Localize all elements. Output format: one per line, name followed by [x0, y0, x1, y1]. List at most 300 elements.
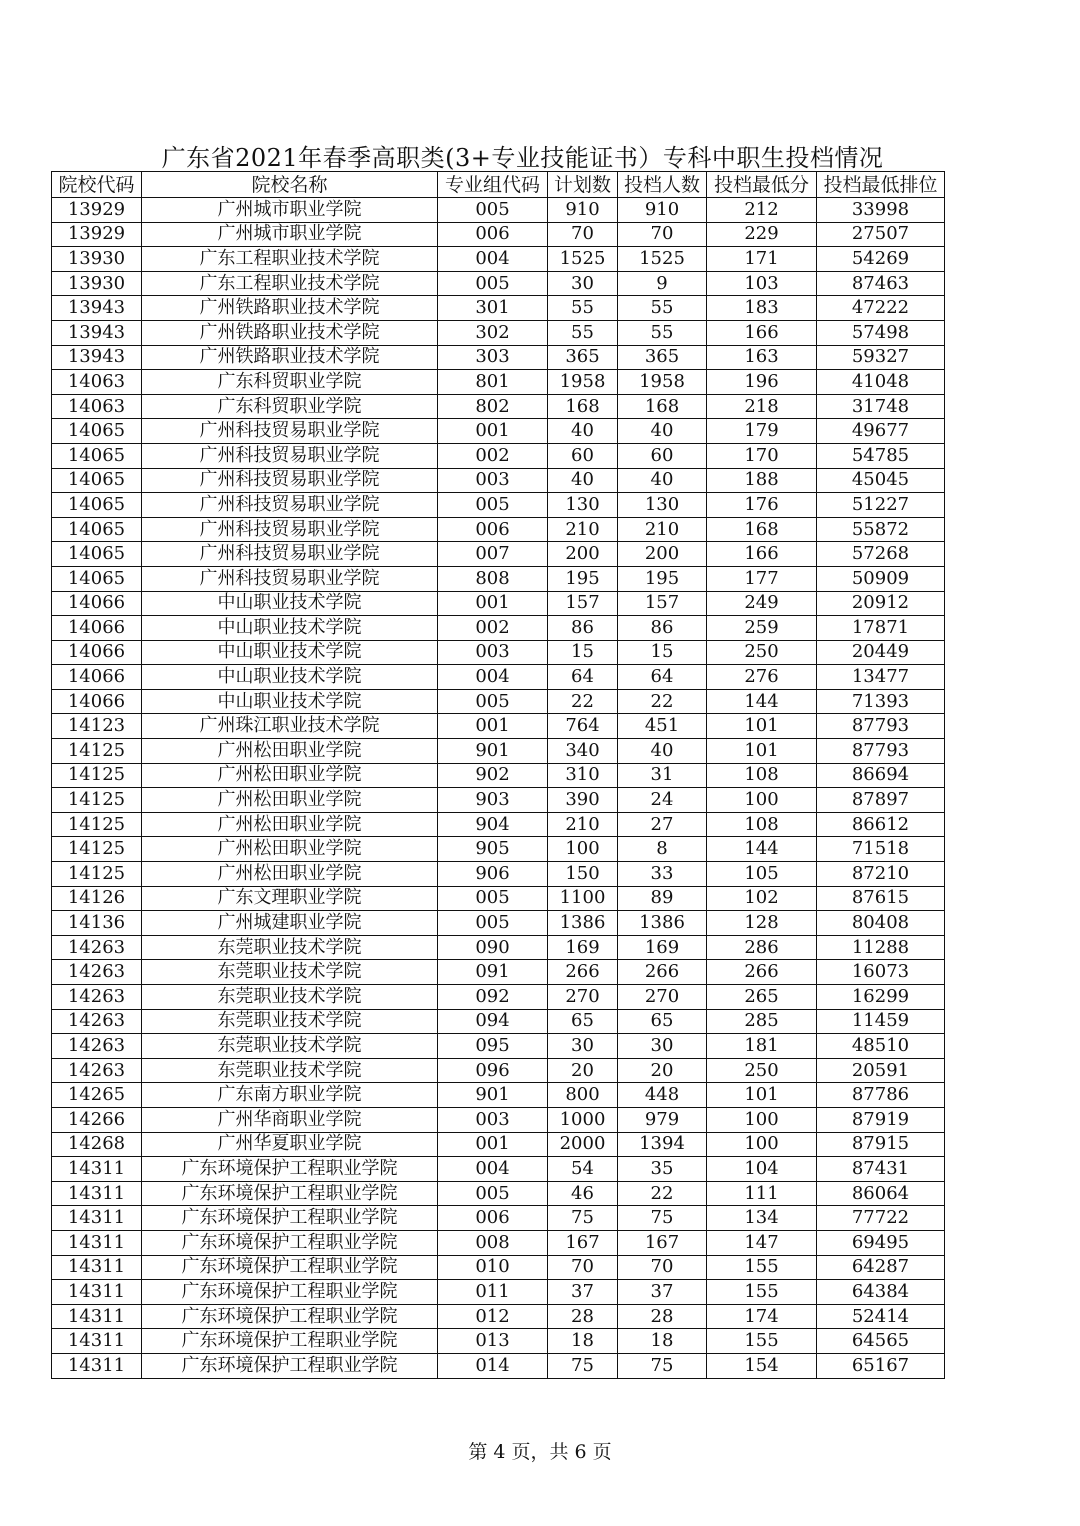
table-row [52, 419, 945, 444]
min-score-cell: 166 [707, 542, 817, 567]
min-score-cell: 134 [707, 1206, 817, 1231]
min-score-cell: 171 [707, 247, 817, 272]
school-name-cell: 广州科技贸易职业学院 [142, 517, 438, 542]
plan-count-cell: 30 [548, 271, 618, 296]
min-score-cell: 176 [707, 493, 817, 518]
plan-count-cell: 20 [548, 1058, 618, 1083]
school-code-cell: 14311 [52, 1181, 142, 1206]
min-score-cell: 179 [707, 419, 817, 444]
min-rank-cell: 27507 [817, 222, 945, 247]
table-row [52, 886, 945, 911]
school-name-cell: 广东环境保护工程职业学院 [142, 1230, 438, 1255]
min-rank-cell: 86694 [817, 763, 945, 788]
min-score-cell: 249 [707, 591, 817, 616]
plan-count-cell: 54 [548, 1157, 618, 1182]
min-score-cell: 155 [707, 1329, 817, 1354]
table-row [52, 1107, 945, 1132]
group-code-cell: 095 [438, 1034, 548, 1059]
admitted-count-cell: 22 [618, 1181, 707, 1206]
plan-count-cell: 390 [548, 788, 618, 813]
min-score-cell: 154 [707, 1353, 817, 1378]
table-row [52, 222, 945, 247]
school-code-cell: 14065 [52, 566, 142, 591]
group-code-cell: 001 [438, 419, 548, 444]
min-rank-cell: 57498 [817, 320, 945, 345]
group-code-cell: 001 [438, 591, 548, 616]
min-rank-cell: 87793 [817, 714, 945, 739]
min-rank-cell: 65167 [817, 1353, 945, 1378]
plan-count-cell: 86 [548, 616, 618, 641]
table-row [52, 296, 945, 321]
school-name-cell: 广州科技贸易职业学院 [142, 468, 438, 493]
table-row [52, 837, 945, 862]
school-name-cell: 广东环境保护工程职业学院 [142, 1280, 438, 1305]
school-code-cell: 13930 [52, 247, 142, 272]
group-code-cell: 004 [438, 247, 548, 272]
min-score-cell: 174 [707, 1304, 817, 1329]
admitted-count-cell: 70 [618, 1255, 707, 1280]
school-name-cell: 广州铁路职业技术学院 [142, 320, 438, 345]
group-code-cell: 007 [438, 542, 548, 567]
table-body [52, 198, 945, 1379]
school-name-cell: 东莞职业技术学院 [142, 1009, 438, 1034]
school-code-cell: 14311 [52, 1353, 142, 1378]
min-rank-cell: 16073 [817, 960, 945, 985]
group-code-cell: 303 [438, 345, 548, 370]
min-score-cell: 218 [707, 394, 817, 419]
min-score-cell: 170 [707, 443, 817, 468]
school-code-cell: 14311 [52, 1255, 142, 1280]
group-code-cell: 006 [438, 1206, 548, 1231]
min-score-cell: 177 [707, 566, 817, 591]
admitted-count-cell: 1394 [618, 1132, 707, 1157]
table-row [52, 763, 945, 788]
min-score-cell: 100 [707, 1132, 817, 1157]
school-code-cell: 14065 [52, 419, 142, 444]
plan-count-cell: 55 [548, 320, 618, 345]
plan-count-cell: 40 [548, 468, 618, 493]
school-code-cell: 13929 [52, 198, 142, 223]
admitted-count-cell: 60 [618, 443, 707, 468]
column-header-min-score: 投档最低分 [707, 172, 817, 198]
table-row [52, 517, 945, 542]
admitted-count-cell: 448 [618, 1083, 707, 1108]
school-name-cell: 中山职业技术学院 [142, 616, 438, 641]
plan-count-cell: 157 [548, 591, 618, 616]
school-name-cell: 广东环境保护工程职业学院 [142, 1157, 438, 1182]
school-name-cell: 广州松田职业学院 [142, 837, 438, 862]
min-rank-cell: 80408 [817, 911, 945, 936]
min-rank-cell: 48510 [817, 1034, 945, 1059]
table-row [52, 1353, 945, 1378]
plan-count-cell: 37 [548, 1280, 618, 1305]
min-score-cell: 286 [707, 935, 817, 960]
min-rank-cell: 47222 [817, 296, 945, 321]
group-code-cell: 001 [438, 1132, 548, 1157]
school-name-cell: 广东环境保护工程职业学院 [142, 1353, 438, 1378]
column-header-min-rank: 投档最低排位 [817, 172, 945, 198]
min-score-cell: 100 [707, 788, 817, 813]
table-row [52, 566, 945, 591]
min-rank-cell: 77722 [817, 1206, 945, 1231]
group-code-cell: 008 [438, 1230, 548, 1255]
min-rank-cell: 87793 [817, 739, 945, 764]
admitted-count-cell: 169 [618, 935, 707, 960]
plan-count-cell: 75 [548, 1206, 618, 1231]
min-rank-cell: 71518 [817, 837, 945, 862]
min-score-cell: 102 [707, 886, 817, 911]
school-name-cell: 东莞职业技术学院 [142, 1034, 438, 1059]
school-name-cell: 广州科技贸易职业学院 [142, 419, 438, 444]
admitted-count-cell: 195 [618, 566, 707, 591]
min-rank-cell: 69495 [817, 1230, 945, 1255]
min-rank-cell: 17871 [817, 616, 945, 641]
min-score-cell: 101 [707, 714, 817, 739]
group-code-cell: 901 [438, 1083, 548, 1108]
school-name-cell: 广州科技贸易职业学院 [142, 566, 438, 591]
school-code-cell: 14311 [52, 1157, 142, 1182]
group-code-cell: 003 [438, 640, 548, 665]
school-name-cell: 广州城市职业学院 [142, 222, 438, 247]
group-code-cell: 003 [438, 468, 548, 493]
admitted-count-cell: 266 [618, 960, 707, 985]
admitted-count-cell: 75 [618, 1206, 707, 1231]
school-code-cell: 14311 [52, 1230, 142, 1255]
plan-count-cell: 28 [548, 1304, 618, 1329]
plan-count-cell: 764 [548, 714, 618, 739]
min-rank-cell: 45045 [817, 468, 945, 493]
table-row [52, 1034, 945, 1059]
plan-count-cell: 18 [548, 1329, 618, 1354]
min-rank-cell: 13477 [817, 665, 945, 690]
plan-count-cell: 40 [548, 419, 618, 444]
min-score-cell: 276 [707, 665, 817, 690]
group-code-cell: 091 [438, 960, 548, 985]
group-code-cell: 808 [438, 566, 548, 591]
group-code-cell: 010 [438, 1255, 548, 1280]
table-row [52, 198, 945, 223]
min-rank-cell: 54785 [817, 443, 945, 468]
plan-count-cell: 22 [548, 689, 618, 714]
table-header-row [52, 172, 945, 198]
table-row [52, 542, 945, 567]
plan-count-cell: 340 [548, 739, 618, 764]
school-code-cell: 14065 [52, 468, 142, 493]
plan-count-cell: 64 [548, 665, 618, 690]
page-footer: 第 4 页，共 6 页 [468, 1441, 612, 1463]
school-code-cell: 14263 [52, 960, 142, 985]
column-header-school-code: 院校代码 [52, 172, 142, 198]
table-row [52, 1329, 945, 1354]
min-rank-cell: 11288 [817, 935, 945, 960]
page-title: 广东省2021年春季高职类(3+专业技能证书）专科中职生投档情况 [161, 144, 884, 172]
admitted-count-cell: 30 [618, 1034, 707, 1059]
group-code-cell: 003 [438, 1107, 548, 1132]
school-name-cell: 广东科贸职业学院 [142, 370, 438, 395]
plan-count-cell: 1100 [548, 886, 618, 911]
table-row [52, 468, 945, 493]
school-name-cell: 广州松田职业学院 [142, 763, 438, 788]
school-name-cell: 广州铁路职业技术学院 [142, 345, 438, 370]
min-rank-cell: 87919 [817, 1107, 945, 1132]
group-code-cell: 005 [438, 689, 548, 714]
admitted-count-cell: 9 [618, 271, 707, 296]
min-rank-cell: 86064 [817, 1181, 945, 1206]
admitted-count-cell: 200 [618, 542, 707, 567]
school-code-cell: 14126 [52, 886, 142, 911]
group-code-cell: 006 [438, 517, 548, 542]
plan-count-cell: 210 [548, 517, 618, 542]
min-score-cell: 144 [707, 837, 817, 862]
min-score-cell: 166 [707, 320, 817, 345]
table-row [52, 1157, 945, 1182]
admitted-count-cell: 15 [618, 640, 707, 665]
table-row [52, 812, 945, 837]
school-code-cell: 14125 [52, 763, 142, 788]
plan-count-cell: 70 [548, 222, 618, 247]
plan-count-cell: 1958 [548, 370, 618, 395]
min-score-cell: 155 [707, 1280, 817, 1305]
school-code-cell: 13930 [52, 271, 142, 296]
school-name-cell: 广州松田职业学院 [142, 812, 438, 837]
table-row [52, 788, 945, 813]
school-name-cell: 中山职业技术学院 [142, 665, 438, 690]
school-name-cell: 广东工程职业技术学院 [142, 247, 438, 272]
school-code-cell: 14263 [52, 935, 142, 960]
plan-count-cell: 910 [548, 198, 618, 223]
school-code-cell: 13929 [52, 222, 142, 247]
school-name-cell: 广东环境保护工程职业学院 [142, 1304, 438, 1329]
group-code-cell: 906 [438, 862, 548, 887]
admitted-count-cell: 33 [618, 862, 707, 887]
plan-count-cell: 30 [548, 1034, 618, 1059]
school-name-cell: 广州科技贸易职业学院 [142, 443, 438, 468]
table-row [52, 1255, 945, 1280]
school-name-cell: 广州华商职业学院 [142, 1107, 438, 1132]
plan-count-cell: 195 [548, 566, 618, 591]
school-code-cell: 14311 [52, 1329, 142, 1354]
min-rank-cell: 11459 [817, 1009, 945, 1034]
admitted-count-cell: 35 [618, 1157, 707, 1182]
group-code-cell: 001 [438, 714, 548, 739]
group-code-cell: 096 [438, 1058, 548, 1083]
school-name-cell: 中山职业技术学院 [142, 640, 438, 665]
min-rank-cell: 64565 [817, 1329, 945, 1354]
table-row [52, 345, 945, 370]
school-name-cell: 东莞职业技术学院 [142, 1058, 438, 1083]
admitted-count-cell: 1386 [618, 911, 707, 936]
table-row [52, 960, 945, 985]
admitted-count-cell: 27 [618, 812, 707, 837]
admitted-count-cell: 40 [618, 419, 707, 444]
min-rank-cell: 57268 [817, 542, 945, 567]
group-code-cell: 090 [438, 935, 548, 960]
min-rank-cell: 54269 [817, 247, 945, 272]
group-code-cell: 005 [438, 1181, 548, 1206]
min-rank-cell: 33998 [817, 198, 945, 223]
plan-count-cell: 75 [548, 1353, 618, 1378]
school-code-cell: 14125 [52, 812, 142, 837]
min-score-cell: 212 [707, 198, 817, 223]
admitted-count-cell: 86 [618, 616, 707, 641]
min-score-cell: 108 [707, 763, 817, 788]
min-score-cell: 100 [707, 1107, 817, 1132]
group-code-cell: 005 [438, 493, 548, 518]
min-rank-cell: 20449 [817, 640, 945, 665]
school-code-cell: 14263 [52, 1009, 142, 1034]
table-row [52, 1009, 945, 1034]
admitted-count-cell: 89 [618, 886, 707, 911]
min-score-cell: 104 [707, 1157, 817, 1182]
table-row [52, 911, 945, 936]
group-code-cell: 801 [438, 370, 548, 395]
group-code-cell: 301 [438, 296, 548, 321]
table-row [52, 862, 945, 887]
table-row [52, 443, 945, 468]
school-code-cell: 14265 [52, 1083, 142, 1108]
school-name-cell: 广东文理职业学院 [142, 886, 438, 911]
min-score-cell: 163 [707, 345, 817, 370]
plan-count-cell: 270 [548, 985, 618, 1010]
admitted-count-cell: 22 [618, 689, 707, 714]
school-name-cell: 广东科贸职业学院 [142, 394, 438, 419]
admitted-count-cell: 31 [618, 763, 707, 788]
school-name-cell: 广州松田职业学院 [142, 862, 438, 887]
plan-count-cell: 169 [548, 935, 618, 960]
column-header-admitted-count: 投档人数 [618, 172, 707, 198]
plan-count-cell: 65 [548, 1009, 618, 1034]
min-score-cell: 108 [707, 812, 817, 837]
school-code-cell: 14066 [52, 640, 142, 665]
table-row [52, 640, 945, 665]
school-code-cell: 14063 [52, 394, 142, 419]
school-code-cell: 14123 [52, 714, 142, 739]
school-name-cell: 广州城建职业学院 [142, 911, 438, 936]
school-name-cell: 广东工程职业技术学院 [142, 271, 438, 296]
school-name-cell: 广东环境保护工程职业学院 [142, 1329, 438, 1354]
min-rank-cell: 87463 [817, 271, 945, 296]
min-rank-cell: 87897 [817, 788, 945, 813]
admitted-count-cell: 40 [618, 468, 707, 493]
min-score-cell: 105 [707, 862, 817, 887]
min-score-cell: 155 [707, 1255, 817, 1280]
admitted-count-cell: 64 [618, 665, 707, 690]
school-code-cell: 13943 [52, 345, 142, 370]
admitted-count-cell: 210 [618, 517, 707, 542]
school-code-cell: 13943 [52, 320, 142, 345]
plan-count-cell: 200 [548, 542, 618, 567]
table-row [52, 665, 945, 690]
min-score-cell: 101 [707, 1083, 817, 1108]
table-row [52, 689, 945, 714]
min-rank-cell: 50909 [817, 566, 945, 591]
school-code-cell: 14311 [52, 1206, 142, 1231]
min-rank-cell: 51227 [817, 493, 945, 518]
plan-count-cell: 55 [548, 296, 618, 321]
school-code-cell: 14263 [52, 1034, 142, 1059]
min-rank-cell: 20591 [817, 1058, 945, 1083]
admitted-count-cell: 910 [618, 198, 707, 223]
table-row [52, 394, 945, 419]
admitted-count-cell: 55 [618, 320, 707, 345]
plan-count-cell: 167 [548, 1230, 618, 1255]
admitted-count-cell: 1958 [618, 370, 707, 395]
min-rank-cell: 52414 [817, 1304, 945, 1329]
admitted-count-cell: 365 [618, 345, 707, 370]
school-code-cell: 14066 [52, 665, 142, 690]
min-rank-cell: 55872 [817, 517, 945, 542]
admitted-count-cell: 1525 [618, 247, 707, 272]
min-score-cell: 188 [707, 468, 817, 493]
school-code-cell: 14065 [52, 443, 142, 468]
min-score-cell: 147 [707, 1230, 817, 1255]
school-code-cell: 14268 [52, 1132, 142, 1157]
admitted-count-cell: 28 [618, 1304, 707, 1329]
group-code-cell: 014 [438, 1353, 548, 1378]
admitted-count-cell: 24 [618, 788, 707, 813]
min-rank-cell: 59327 [817, 345, 945, 370]
admitted-count-cell: 65 [618, 1009, 707, 1034]
table-row [52, 1181, 945, 1206]
group-code-cell: 094 [438, 1009, 548, 1034]
table-row [52, 616, 945, 641]
table-row [52, 714, 945, 739]
admitted-count-cell: 37 [618, 1280, 707, 1305]
column-header-plan-count: 计划数 [548, 172, 618, 198]
plan-count-cell: 1386 [548, 911, 618, 936]
admitted-count-cell: 270 [618, 985, 707, 1010]
group-code-cell: 005 [438, 198, 548, 223]
min-score-cell: 144 [707, 689, 817, 714]
group-code-cell: 005 [438, 886, 548, 911]
plan-count-cell: 15 [548, 640, 618, 665]
admitted-count-cell: 18 [618, 1329, 707, 1354]
group-code-cell: 005 [438, 911, 548, 936]
school-code-cell: 14066 [52, 591, 142, 616]
admitted-count-cell: 451 [618, 714, 707, 739]
plan-count-cell: 100 [548, 837, 618, 862]
school-code-cell: 14125 [52, 739, 142, 764]
plan-count-cell: 60 [548, 443, 618, 468]
school-code-cell: 14063 [52, 370, 142, 395]
admitted-count-cell: 75 [618, 1353, 707, 1378]
school-code-cell: 14125 [52, 837, 142, 862]
plan-count-cell: 210 [548, 812, 618, 837]
min-rank-cell: 87915 [817, 1132, 945, 1157]
min-rank-cell: 64287 [817, 1255, 945, 1280]
school-name-cell: 东莞职业技术学院 [142, 985, 438, 1010]
school-code-cell: 14311 [52, 1304, 142, 1329]
school-name-cell: 广州松田职业学院 [142, 788, 438, 813]
min-rank-cell: 87615 [817, 886, 945, 911]
admitted-count-cell: 979 [618, 1107, 707, 1132]
plan-count-cell: 2000 [548, 1132, 618, 1157]
school-name-cell: 广州科技贸易职业学院 [142, 493, 438, 518]
table-row [52, 1132, 945, 1157]
min-score-cell: 250 [707, 640, 817, 665]
school-name-cell: 中山职业技术学院 [142, 689, 438, 714]
school-name-cell: 广州松田职业学院 [142, 739, 438, 764]
group-code-cell: 901 [438, 739, 548, 764]
table-row [52, 1083, 945, 1108]
group-code-cell: 004 [438, 665, 548, 690]
min-rank-cell: 87431 [817, 1157, 945, 1182]
group-code-cell: 011 [438, 1280, 548, 1305]
school-code-cell: 14266 [52, 1107, 142, 1132]
min-score-cell: 101 [707, 739, 817, 764]
plan-count-cell: 150 [548, 862, 618, 887]
table-row [52, 935, 945, 960]
